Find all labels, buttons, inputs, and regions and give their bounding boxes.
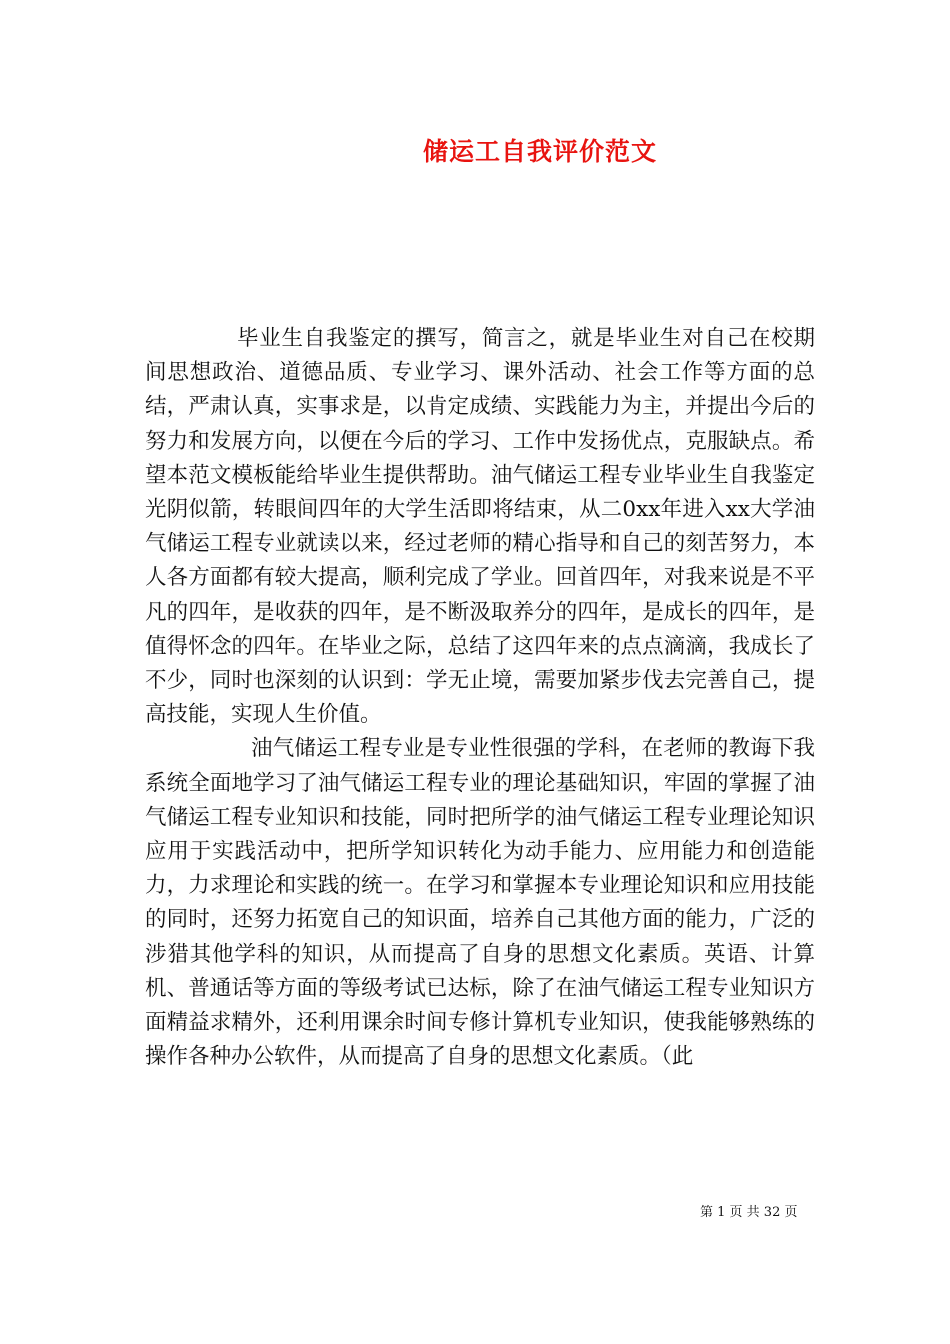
body-paragraph: 油气储运工程专业是专业性很强的学科，在老师的教诲下我系统全面地学习了油气储运工程专业的理论基础知识，牢固的掌握了油气储运工程专业知识和技能，同时把所学的油气储运工程专业理论知识应用于实践活动中，把所学知识转化为动手能力、应用能力和创造能力，力求理论和实践的统一。在学习和掌握本专业理论知识和应用技能的同时，还努力拓宽自己的知识面，培养自己其他方面的能力，广泛的涉猎其他学科的知识，从而提高了自身的思想文化素质。英语、计算机、普通话等方面的等级考试已达标，除了在油气储运工程专业知识方面精益求精外，还利用课余时间专修计算机专业知识，使我能够熟练的操作各种办公软件，从而提高了自身的思想文化素质。（此 — [145, 736, 815, 1070]
document-body — [145, 322, 815, 1074]
body-paragraph: 毕业生自我鉴定的撰写，简言之，就是毕业生对自己在校期间思想政治、道德品质、专业学习、课外活动、社会工作等方面的总结，严肃认真，实事求是，以肯定成绩、实践能力为主，并提出今后的努力和发展方向，以便在今后的学习、工作中发扬优点，克服缺点。希望本范文模板能给毕业生提供帮助。油气储运工程专业毕业生自我鉴定光阴似箭，转眼间四年的大学生活即将结束，从二0xx年进入xx大学油气储运工程专业就读以来，经过老师的精心指导和自己的刻苦努力，本人各方面都有较大提高，顺利完成了学业。回首四年，对我来说是不平凡的四年，是收获的四年，是不断汲取养分的四年，是成长的四年，是值得怀念的四年。在毕业之际，总结了这四年来的点点滴滴，我成长了不少，同时也深刻的认识到：学无止境，需要加紧步伐去完善自己，提高技能，实现人生价值。 — [145, 326, 815, 728]
document-title: 储运工自我评价范文 — [422, 137, 657, 166]
page-number: 第 1 页 共 32 页 — [700, 1205, 798, 1220]
